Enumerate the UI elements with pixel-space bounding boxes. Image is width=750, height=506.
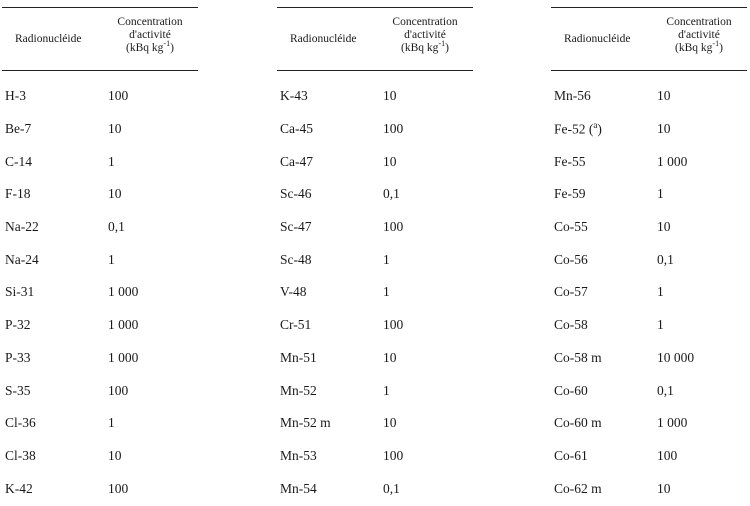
nuclide-cell bbox=[2, 154, 108, 170]
table-body bbox=[277, 80, 473, 505]
nuclide-name: Fe-52 ( bbox=[554, 121, 594, 137]
header-conc-line2: d'activité bbox=[678, 28, 720, 41]
nuclide-name: Co-55 bbox=[554, 219, 588, 235]
concentration-value: 100 bbox=[383, 219, 404, 235]
concentration-value: 10 bbox=[383, 415, 397, 431]
nuclide-name: Ca-45 bbox=[280, 121, 313, 137]
table-row bbox=[2, 472, 198, 505]
header-conc-line1: Concentration bbox=[117, 15, 183, 28]
nuclide-cell bbox=[551, 219, 657, 235]
nuclide-cell bbox=[277, 186, 383, 202]
table-row bbox=[551, 309, 747, 342]
table-row bbox=[277, 276, 473, 309]
nuclide-name: Co-58 m bbox=[554, 349, 602, 365]
table-header-rule bbox=[2, 70, 198, 71]
table-row bbox=[2, 113, 198, 146]
table-row bbox=[2, 276, 198, 309]
concentration-value: 1 bbox=[657, 284, 664, 300]
concentration-value: 0,1 bbox=[383, 480, 400, 496]
concentration-value: 1 000 bbox=[657, 415, 688, 431]
nuclide-cell bbox=[551, 186, 657, 202]
header-conc-line2: d'activité bbox=[404, 28, 446, 41]
nuclide-cell bbox=[2, 219, 108, 235]
concentration-value: 10 bbox=[108, 447, 122, 463]
header-conc-unit-close: ) bbox=[170, 41, 174, 54]
nuclide-cell bbox=[551, 481, 657, 497]
nuclide-cell bbox=[551, 383, 657, 399]
footnote-marker: a bbox=[593, 120, 598, 131]
header-conc-unit bbox=[377, 38, 473, 55]
nuclide-name: Mn-52 bbox=[280, 382, 317, 398]
header-conc-unit bbox=[102, 38, 198, 55]
header-conc-unit-text: (kBq kg bbox=[126, 41, 164, 54]
nuclide-name: P-32 bbox=[5, 317, 31, 333]
nuclide-cell bbox=[2, 415, 108, 431]
table-row bbox=[277, 178, 473, 211]
nuclide-cell bbox=[2, 350, 108, 366]
nuclide-name: Mn-52 m bbox=[280, 415, 331, 431]
concentration-value: 1 bbox=[657, 317, 664, 333]
table-row bbox=[551, 440, 747, 473]
table-row bbox=[551, 243, 747, 276]
concentration-value: 1 000 bbox=[108, 317, 139, 333]
nuclide-name: Cr-51 bbox=[280, 317, 312, 333]
nuclide-cell bbox=[277, 415, 383, 431]
table-row bbox=[277, 309, 473, 342]
concentration-value: 10 bbox=[108, 121, 122, 137]
nuclide-cell bbox=[551, 448, 657, 464]
concentration-value: 100 bbox=[383, 317, 404, 333]
nuclide-name: Co-57 bbox=[554, 284, 588, 300]
nuclide-name: P-33 bbox=[5, 349, 31, 365]
nuclide-cell bbox=[551, 154, 657, 170]
concentration-value: 10 bbox=[657, 88, 671, 104]
concentration-value: 0,1 bbox=[108, 219, 125, 235]
nuclide-name: Sc-46 bbox=[280, 186, 312, 202]
nuclide-cell bbox=[551, 284, 657, 300]
concentration-value: 10 bbox=[383, 88, 397, 104]
nuclide-close: ) bbox=[597, 121, 602, 137]
nuclide-name: V-48 bbox=[280, 284, 307, 300]
table-header bbox=[551, 8, 747, 70]
concentration-value: 100 bbox=[383, 121, 404, 137]
nuclide-cell bbox=[277, 350, 383, 366]
nuclide-table-3 bbox=[551, 0, 747, 505]
nuclide-name: S-35 bbox=[5, 382, 31, 398]
table-header bbox=[277, 8, 473, 70]
concentration-value: 1 000 bbox=[657, 153, 688, 169]
nuclide-name: Na-22 bbox=[5, 219, 39, 235]
nuclide-cell bbox=[2, 448, 108, 464]
concentration-value: 0,1 bbox=[657, 382, 674, 398]
concentration-value: 1 bbox=[383, 284, 390, 300]
nuclide-name: Co-60 bbox=[554, 382, 588, 398]
nuclide-cell bbox=[277, 121, 383, 137]
concentration-value: 100 bbox=[383, 447, 404, 463]
concentration-value: 100 bbox=[657, 447, 678, 463]
table-row bbox=[551, 342, 747, 375]
header-conc-line1: Concentration bbox=[666, 15, 732, 28]
concentration-value: 1 bbox=[657, 186, 664, 202]
nuclide-name: Fe-55 bbox=[554, 153, 586, 169]
nuclide-cell bbox=[2, 481, 108, 497]
nuclide-name: K-43 bbox=[280, 88, 308, 104]
nuclide-cell bbox=[277, 219, 383, 235]
header-concentration bbox=[377, 16, 473, 55]
nuclide-name: H-3 bbox=[5, 88, 26, 104]
table-row bbox=[277, 440, 473, 473]
header-conc-line1: Concentration bbox=[392, 15, 458, 28]
header-conc-line2: d'activité bbox=[129, 28, 171, 41]
nuclide-cell bbox=[2, 88, 108, 104]
table-row bbox=[277, 80, 473, 113]
nuclide-cell bbox=[551, 350, 657, 366]
table-header-rule bbox=[551, 70, 747, 71]
header-conc-unit-exp: -1 bbox=[163, 38, 171, 48]
nuclide-cell bbox=[277, 481, 383, 497]
concentration-value: 0,1 bbox=[383, 186, 400, 202]
concentration-value: 0,1 bbox=[657, 251, 674, 267]
concentration-value: 10 000 bbox=[657, 349, 695, 365]
table-row bbox=[2, 374, 198, 407]
table-row bbox=[277, 342, 473, 375]
table-row bbox=[2, 145, 198, 178]
concentration-value: 1 bbox=[383, 251, 390, 267]
table-row bbox=[277, 374, 473, 407]
nuclide-name: Co-56 bbox=[554, 251, 588, 267]
nuclide-cell bbox=[2, 186, 108, 202]
table-row bbox=[277, 211, 473, 244]
nuclide-cell bbox=[551, 252, 657, 268]
nuclide-table-1 bbox=[2, 0, 198, 505]
table-row bbox=[551, 211, 747, 244]
nuclide-name: Fe-59 bbox=[554, 186, 586, 202]
nuclide-cell bbox=[551, 88, 657, 104]
table-row bbox=[551, 407, 747, 440]
header-conc-unit-close: ) bbox=[719, 41, 723, 54]
table-row bbox=[277, 407, 473, 440]
concentration-value: 10 bbox=[383, 349, 397, 365]
table-row bbox=[2, 342, 198, 375]
nuclide-cell bbox=[277, 252, 383, 268]
concentration-value: 1 bbox=[108, 251, 115, 267]
concentration-value: 10 bbox=[657, 219, 671, 235]
table-row bbox=[2, 178, 198, 211]
concentration-value: 1 000 bbox=[108, 284, 139, 300]
concentration-value: 100 bbox=[108, 382, 129, 398]
table-row bbox=[2, 407, 198, 440]
nuclide-cell bbox=[277, 154, 383, 170]
table-row bbox=[277, 145, 473, 178]
nuclide-cell bbox=[277, 317, 383, 333]
nuclide-name: F-18 bbox=[5, 186, 31, 202]
header-nuclide: Radionucléide bbox=[290, 33, 357, 45]
nuclide-name: Mn-56 bbox=[554, 88, 591, 104]
concentration-value: 10 bbox=[108, 186, 122, 202]
nuclide-cell bbox=[2, 383, 108, 399]
table-row bbox=[551, 276, 747, 309]
nuclide-cell bbox=[2, 121, 108, 137]
concentration-value: 1 bbox=[108, 415, 115, 431]
header-concentration bbox=[102, 16, 198, 55]
table-row bbox=[551, 472, 747, 505]
nuclide-name: Mn-53 bbox=[280, 447, 317, 463]
nuclide-name: Co-62 m bbox=[554, 480, 602, 496]
nuclide-cell bbox=[277, 383, 383, 399]
nuclide-name: Sc-48 bbox=[280, 251, 312, 267]
header-conc-unit-close: ) bbox=[445, 41, 449, 54]
concentration-value: 10 bbox=[657, 480, 671, 496]
nuclide-name: Si-31 bbox=[5, 284, 35, 300]
concentration-value: 10 bbox=[383, 153, 397, 169]
table-body bbox=[551, 80, 747, 505]
header-conc-unit-text: (kBq kg bbox=[675, 41, 713, 54]
concentration-value: 10 bbox=[657, 121, 671, 137]
header-nuclide: Radionucléide bbox=[564, 33, 631, 45]
table-row bbox=[551, 178, 747, 211]
nuclide-name: Mn-51 bbox=[280, 349, 317, 365]
concentration-value: 1 000 bbox=[108, 349, 139, 365]
header-conc-unit-text: (kBq kg bbox=[401, 41, 439, 54]
nuclide-name: Cl-36 bbox=[5, 415, 36, 431]
header-conc-unit bbox=[651, 38, 747, 55]
nuclide-cell bbox=[551, 415, 657, 431]
nuclide-name: Co-58 bbox=[554, 317, 588, 333]
table-row bbox=[277, 472, 473, 505]
nuclide-name: Mn-54 bbox=[280, 480, 317, 496]
concentration-value: 1 bbox=[383, 382, 390, 398]
table-body bbox=[2, 80, 198, 505]
table-row bbox=[551, 374, 747, 407]
nuclide-name: Sc-47 bbox=[280, 219, 312, 235]
table-row bbox=[551, 80, 747, 113]
nuclide-cell bbox=[277, 284, 383, 300]
nuclide-name: C-14 bbox=[5, 153, 32, 169]
nuclide-cell bbox=[2, 317, 108, 333]
nuclide-table-2 bbox=[277, 0, 473, 505]
concentration-value: 100 bbox=[108, 480, 129, 496]
concentration-value: 1 bbox=[108, 153, 115, 169]
nuclide-name: Na-24 bbox=[5, 251, 39, 267]
table-row bbox=[2, 309, 198, 342]
nuclide-cell bbox=[277, 88, 383, 104]
table-row bbox=[551, 145, 747, 178]
table-header bbox=[2, 8, 198, 70]
nuclide-name: Co-60 m bbox=[554, 415, 602, 431]
nuclide-cell bbox=[2, 284, 108, 300]
nuclide-cell bbox=[551, 317, 657, 333]
table-header-rule bbox=[277, 70, 473, 71]
nuclide-cell bbox=[2, 252, 108, 268]
table-row bbox=[551, 113, 747, 146]
table-row bbox=[277, 113, 473, 146]
nuclide-name: Ca-47 bbox=[280, 153, 313, 169]
nuclide-name: K-42 bbox=[5, 480, 33, 496]
header-concentration bbox=[651, 16, 747, 55]
table-row bbox=[2, 243, 198, 276]
header-nuclide: Radionucléide bbox=[15, 33, 82, 45]
nuclide-name: Co-61 bbox=[554, 447, 588, 463]
nuclide-cell bbox=[277, 448, 383, 464]
concentration-value: 100 bbox=[108, 88, 129, 104]
nuclide-name: Cl-38 bbox=[5, 447, 36, 463]
header-conc-unit-exp: -1 bbox=[438, 38, 446, 48]
table-row bbox=[2, 211, 198, 244]
header-conc-unit-exp: -1 bbox=[712, 38, 720, 48]
table-row bbox=[2, 440, 198, 473]
nuclide-cell bbox=[551, 120, 657, 138]
table-row bbox=[277, 243, 473, 276]
nuclide-name: Be-7 bbox=[5, 121, 32, 137]
table-row bbox=[2, 80, 198, 113]
